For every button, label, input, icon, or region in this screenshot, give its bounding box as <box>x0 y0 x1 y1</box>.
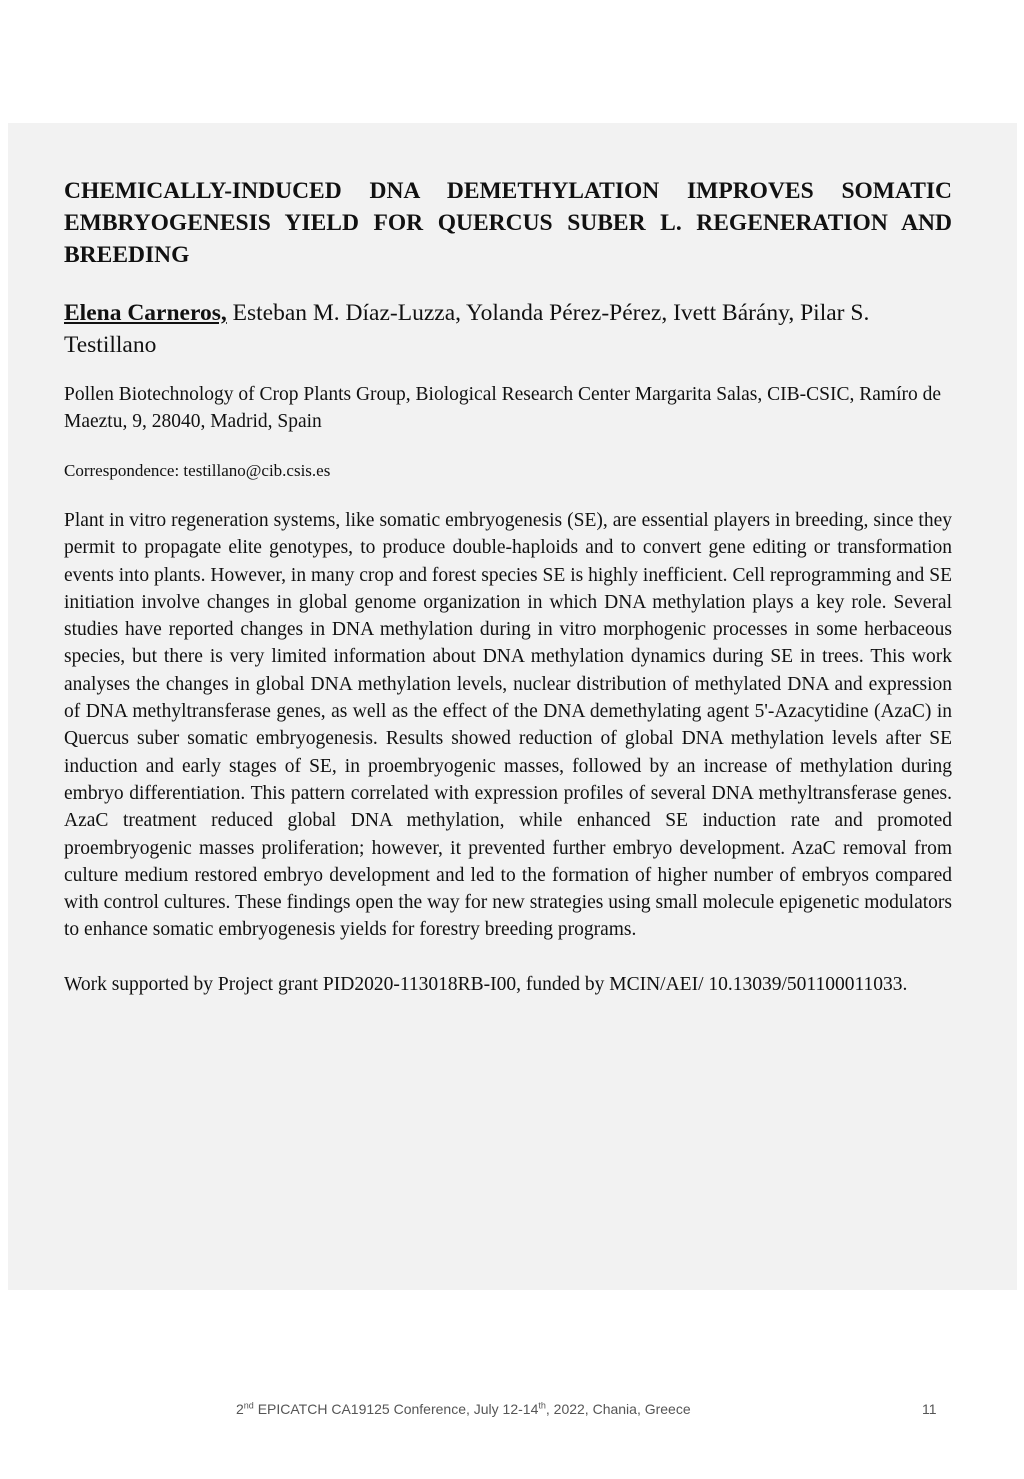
paper-title: CHEMICALLY-INDUCED DNA DEMETHYLATION IMPROVES SOMATIC EMBRYOGENESIS YIELD FOR QUERCUS SUBER L. REGENERATION AND BREEDING <box>64 178 952 268</box>
conference-name: EPICATCH CA19125 Conference, July 12-14 <box>253 1401 539 1417</box>
correspondence-email: Correspondence: testillano@cib.csis.es <box>64 461 331 480</box>
presenting-author: Elena Carneros, <box>64 300 227 326</box>
conference-location: , 2022, Chania, Greece <box>545 1401 691 1417</box>
funding-statement: Work supported by Project grant PID2020-113018RB-I00, funded by MCIN/AEI/ 10.13039/501100011033. <box>64 973 908 995</box>
edition-number: 2 <box>236 1401 244 1417</box>
co-authors: Esteban M. Díaz-Luzza, Yolanda Pérez-Pérez, Ivett Bárány, Pilar S. Testillano <box>64 300 870 358</box>
page-number: 11 <box>922 1401 937 1417</box>
author-list <box>64 297 952 361</box>
date-superscript: th <box>538 1400 546 1411</box>
abstract-content <box>64 175 952 998</box>
conference-info <box>236 1401 691 1417</box>
affiliation: Pollen Biotechnology of Crop Plants Group, Biological Research Center Margarita Salas, CIB-CSIC, Ramíro de Maeztu, 9, 28040, Madrid, Spain <box>64 384 942 432</box>
abstract-body: Plant in vitro regeneration systems, like somatic embryogenesis (SE), are essential players in breeding, since they permit to propagate elite genotypes, to produce double-haploids and to convert gene editing or transformation events into plants. However, in many crop and forest species SE is highly inefficient. Cell reprogramming and SE initiation involve changes in global genome organization in which DNA methylation plays a key role. Several studies have reported changes in DNA methylation during in vitro morphogenic processes in some herbaceous species, but there is very limited information about DNA methylation dynamics during SE in trees. This work analyses the changes in global DNA methylation levels, nuclear distribution of methylated DNA and expression of DNA methyltransferase genes, as well as the effect of the DNA demethylating agent 5'-Azacytidine (AzaC) in Quercus suber somatic embryogenesis. Results showed reduction of global DNA methylation levels after SE induction and early stages of SE, in proembryogenic masses, followed by an increase of methylation during embryo differentiation. This pattern correlated with expression profiles of several DNA methyltransferase genes. AzaC treatment reduced global DNA methylation, while enhanced SE induction rate and promoted proembryogenic masses proliferation; however, it prevented further embryo development. AzaC removal from culture medium restored embryo development and led to the formation of higher number of embryos compared with control cultures. These findings open the way for new strategies using small molecule epigenetic modulators to enhance somatic embryogenesis yields for forestry breeding programs. <box>64 510 952 941</box>
edition-superscript: nd <box>243 1400 254 1411</box>
